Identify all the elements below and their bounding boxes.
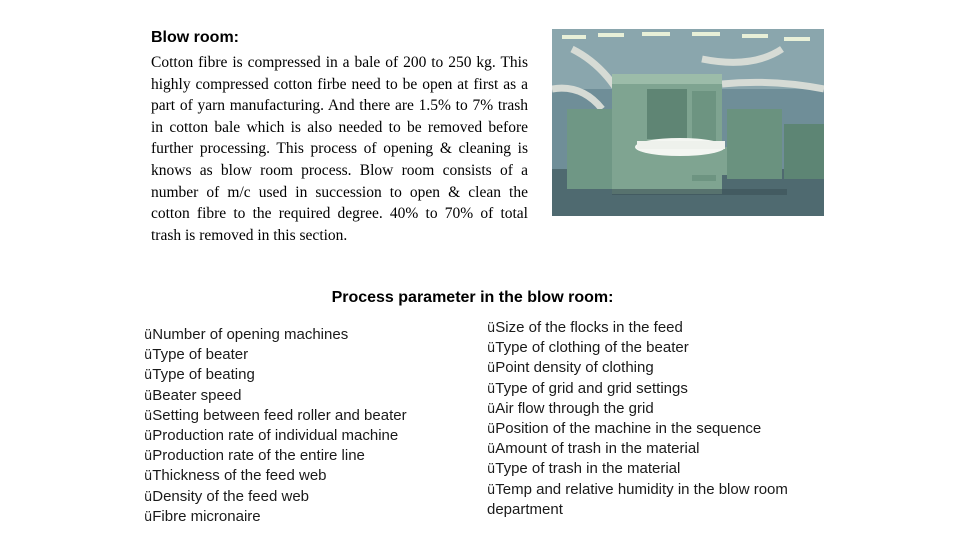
list-item: üType of clothing of the beater: [487, 339, 689, 357]
check-icon: ü: [144, 328, 153, 343]
check-icon: ü: [487, 401, 496, 417]
right-params-list: [487, 318, 807, 519]
list-item: üType of trash in the material: [487, 460, 681, 478]
list-item: üTemp and relative humidity in the blow room department: [487, 480, 788, 518]
check-icon: ü: [144, 449, 153, 465]
list-item: üPoint density of clothing: [487, 359, 654, 377]
list-item: üFibre micronaire: [144, 507, 261, 525]
list-item: üProduction rate of individual machine: [144, 427, 399, 445]
check-icon: ü: [487, 462, 496, 478]
check-icon: ü: [144, 408, 153, 424]
check-icon: ü: [487, 422, 496, 438]
blow-room-machine-photo: [552, 29, 824, 216]
list-item: üSetting between feed roller and beater: [144, 406, 407, 424]
check-icon: ü: [144, 348, 153, 364]
check-icon: ü: [487, 321, 496, 336]
list-item: üProduction rate of the entire line: [144, 447, 365, 465]
check-icon: ü: [144, 368, 153, 384]
check-icon: ü: [144, 429, 153, 445]
check-icon: ü: [144, 489, 153, 505]
section-heading: Blow room:: [151, 29, 239, 46]
list-item: üAir flow through the grid: [487, 399, 654, 417]
intro-paragraph: Cotton fibre is compressed in a bale of 200 to 250 kg. This highly compressed cotton firbe need to be open at first as a part of yarn manufacturing. And there are 1.5% to 7% trash in cotton bale which is also needed to be removed before further processing. This process of opening & cleaning is knows as blow room process. Blow room consists of a number of m/c used in succession to open & clean the cotton fibre to the required degree. 40% to 70% of total trash is removed in this section.: [151, 54, 528, 244]
list-item: üBeater speed: [144, 386, 242, 404]
list-item: üThickness of the feed web: [144, 467, 327, 485]
list-item: üType of beater: [144, 346, 249, 364]
check-icon: ü: [144, 469, 153, 485]
list-item: üSize of the flocks in the feed: [487, 319, 683, 336]
list-item: üAmount of trash in the material: [487, 440, 700, 458]
check-icon: ü: [144, 388, 153, 404]
list-item: üPosition of the machine in the sequence: [487, 420, 762, 438]
list-item: üDensity of the feed web: [144, 487, 310, 505]
check-icon: ü: [487, 442, 496, 458]
list-item: üType of grid and grid settings: [487, 379, 688, 397]
left-params-list: [144, 325, 407, 527]
check-icon: ü: [487, 361, 496, 377]
check-icon: ü: [487, 381, 496, 397]
params-title: Process parameter in the blow room:: [331, 289, 614, 306]
check-icon: ü: [487, 341, 496, 357]
list-item: üType of beating: [144, 366, 255, 384]
check-icon: ü: [487, 482, 496, 498]
check-icon: ü: [144, 509, 153, 525]
list-item: üNumber of opening machines: [144, 326, 349, 343]
